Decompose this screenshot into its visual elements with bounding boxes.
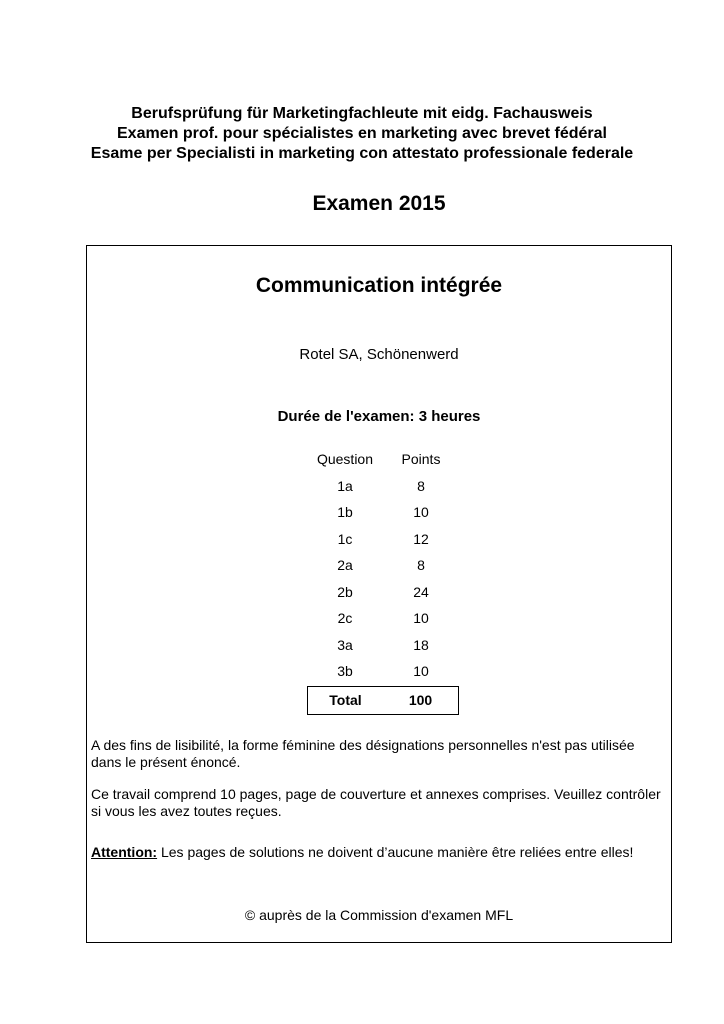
question-cell: 2b <box>337 583 353 600</box>
column-header-points: Points <box>401 451 441 468</box>
points-cell: 18 <box>413 636 429 653</box>
points-cell: 12 <box>413 530 429 547</box>
exam-header <box>0 104 724 164</box>
total-row <box>307 686 459 715</box>
total-points: 100 <box>408 692 433 708</box>
question-cell: 1c <box>337 530 353 547</box>
question-cell: 2c <box>337 610 353 627</box>
readability-note: A des fins de lisibilité, la forme féminine des désignations personnelles n'est pas utilisée dans le présent énoncé. <box>91 737 635 770</box>
attention-text: Les pages de solutions ne doivent d’aucune manière être reliées entre elles! <box>157 844 634 860</box>
points-table-header <box>307 446 459 473</box>
subject-title: Communication intégrée <box>255 274 503 297</box>
points-cell: 8 <box>417 477 425 494</box>
pages-note: Ce travail comprend 10 pages, page de couverture et annexes comprises. Veuillez contrôler si vous les avez toutes reçues. <box>91 786 661 819</box>
company-name: Rotel SA, Schönenwerd <box>299 346 459 363</box>
question-cell: 3b <box>337 663 353 680</box>
attention-note <box>91 844 667 861</box>
header-line-french: Examen prof. pour spécialistes en marketing avec brevet fédéral <box>117 125 607 142</box>
question-cell: 2a <box>337 557 353 574</box>
total-label: Total <box>329 692 362 708</box>
exam-duration: Durée de l'examen: 3 heures <box>277 408 481 425</box>
points-cell: 10 <box>413 610 429 627</box>
question-cell: 3a <box>337 636 353 653</box>
table-row <box>307 473 459 500</box>
copyright-notice: © auprès de la Commission d'examen MFL <box>244 907 514 923</box>
table-row <box>307 526 459 553</box>
table-row <box>307 605 459 632</box>
table-row <box>307 579 459 606</box>
table-row <box>307 499 459 526</box>
header-line-italian: Esame per Specialisti in marketing con attestato professionale federale <box>90 145 634 162</box>
points-cell: 24 <box>413 583 429 600</box>
column-header-question: Question <box>316 451 374 468</box>
question-cell: 1a <box>337 477 353 494</box>
points-cell: 8 <box>417 557 425 574</box>
attention-label: Attention: <box>91 844 158 860</box>
points-table <box>307 446 459 715</box>
table-row <box>307 552 459 579</box>
table-row <box>307 658 459 685</box>
table-row <box>307 632 459 659</box>
question-cell: 1b <box>337 504 353 521</box>
points-cell: 10 <box>413 504 429 521</box>
points-cell: 10 <box>413 663 429 680</box>
header-line-german: Berufsprüfung für Marketingfachleute mit eidg. Fachausweis <box>131 105 593 122</box>
exam-year-title: Examen 2015 <box>312 192 446 215</box>
